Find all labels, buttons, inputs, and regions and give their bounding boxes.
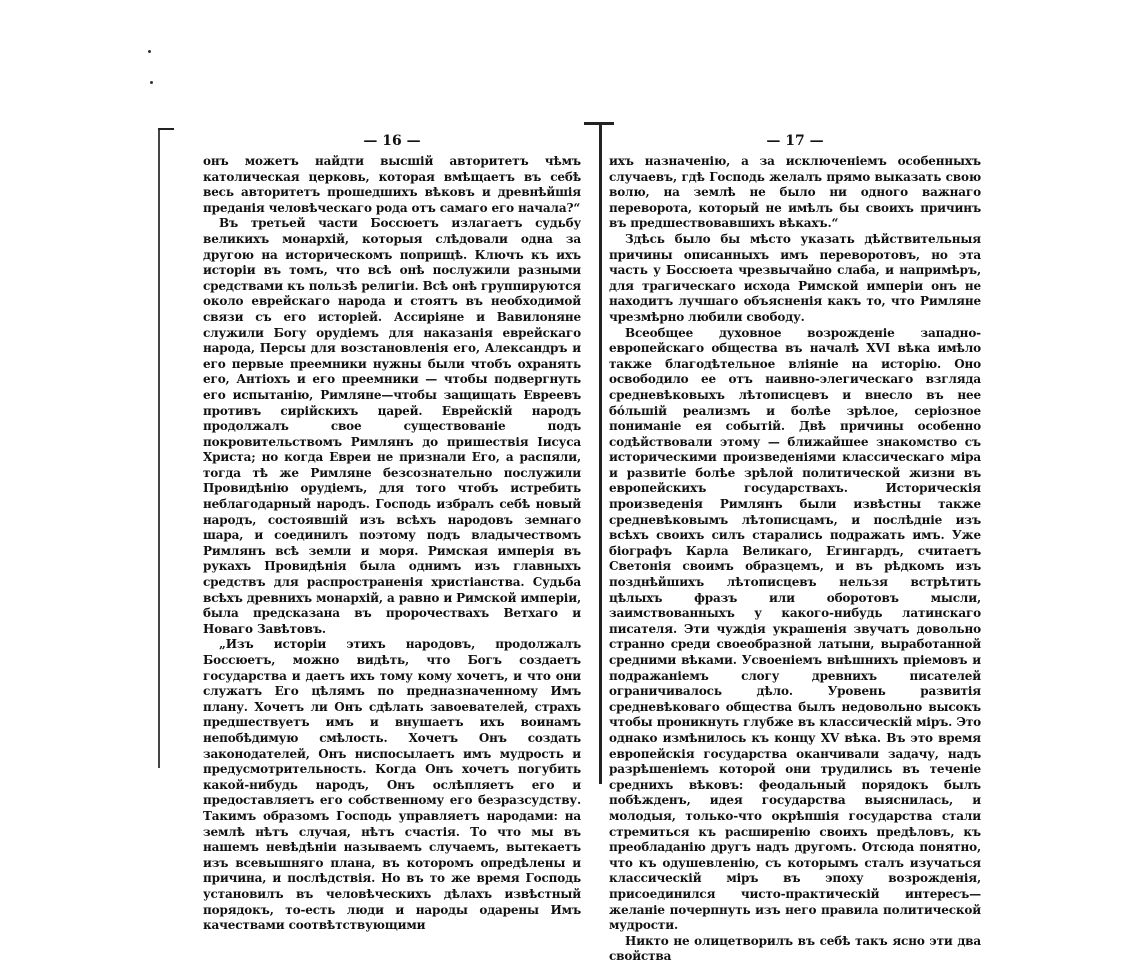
right-page-text xyxy=(609,154,981,965)
paragraph: Никто не олицетворилъ въ себѣ такъ ясно эти два свойства xyxy=(609,933,981,964)
gutter-top-bar xyxy=(584,122,614,125)
page-number-left: — 16 — xyxy=(363,133,421,149)
scan-speck xyxy=(150,81,153,84)
left-page-text xyxy=(203,154,581,934)
paragraph: ихъ назначенію, а за исключеніемъ особенныхъ случаевъ, гдѣ Господь желалъ прямо выказать свою волю, на землѣ не было ни одного важнаго переворота, который не имѣлъ бы своихъ причинъ въ предшествовавшихъ вѣкахъ.“ xyxy=(609,154,981,231)
gutter-line xyxy=(599,124,602,784)
page-number-right: — 17 — xyxy=(766,133,824,149)
left-page-edge-mark xyxy=(158,128,160,768)
scan-speck xyxy=(148,50,151,53)
left-page xyxy=(203,132,581,934)
paragraph: Здѣсь было бы мѣсто указать дѣйствительныя причины описанныхъ имъ переворотовъ, но эта часть у Боссюета чрезвычайно слаба, и напримѣръ, для трагическаго исхода Римской имперіи онъ не находитъ лучшаго объясненія какъ то, что Римляне чрезмѣрно любили свободу. xyxy=(609,231,981,324)
paragraph: онъ можетъ найдти высшій авторитетъ чѣмъ католическая церковь, которая вмѣщаетъ въ себѣ весь авторитетъ прошедшихъ вѣковъ и древнѣйшія преданія человѣческаго рода отъ самаго его начала?“ xyxy=(203,154,581,215)
paragraph: „Изъ исторіи этихъ народовъ, продолжалъ Боссюетъ, можно видѣть, что Богъ создаетъ государства и даетъ ихъ тому кому хочетъ, и что они служатъ Его цѣлямъ по предназначенному Имъ плану. Хочетъ ли Онъ сдѣлать завоевателей, страхъ предшествуетъ имъ и внушаетъ ихъ воинамъ непобѣдимую смѣлость. Хочетъ Онъ создать законодателей, Онъ ниспосылаетъ имъ мудрость и предусмотрительность. Когда Онъ хочетъ погубить какой-нибудь народъ, Онъ ослѣпляетъ его и предоставляетъ его собственному его безразсудству. Такимъ образомъ Господь управляетъ народами: на землѣ нѣтъ случая, нѣтъ счастія. То что мы въ нашемъ невѣдѣніи называемъ случаемъ, вытекаетъ изъ всевышняго плана, въ которомъ опредѣлены и причина, и послѣдствія. Но въ то же время Господь установилъ въ человѣческихъ дѣлахъ извѣстный порядокъ, то-есть люди и народы одарены Имъ качествами соотвѣтствующими xyxy=(203,637,581,933)
paragraph: Всеобщее духовное возрожденіе западно-европейскаго общества въ началѣ XVI вѣка имѣло также благодѣтельное вліяніе на исторію. Оно освободило ее отъ наивно-элегическаго взгляда средневѣковыхъ лѣтописцевъ и внесло въ нее бо́льшій реализмъ и болѣе зрѣлое, серіозное пониманіе ея событій. Двѣ причины особенно содѣйствовали этому — ближайшее знакомство съ историческими произведеніями классическаго міра и развитіе болѣе зрѣлой политической жизни въ европейскихъ государствахъ. Историческія произведенія Римлянъ были извѣстны также средневѣковымъ лѣтописцамъ, и послѣдніе изъ всѣхъ своихъ силъ старались подражать имъ. Уже біографъ Карла Великаго, Егингардъ, считаетъ Светонія своимъ образцемъ, и въ рѣдкомъ изъ позднѣйшихъ лѣтописцевъ нельзя встрѣтить цѣлыхъ фразъ или оборотовъ мысли, заимствованныхъ у какого-нибудь латинскаго писателя. Эти чуждія украшенія звучатъ довольно странно среди своеобразной латыни, выработанной средними вѣками. Усвоеніемъ внѣшнихъ пріемовъ и подражаніемъ слогу древнихъ писателей ограничивалось дѣло. Уровень развитія средневѣковаго общества былъ недовольно высокъ чтобы проникнуть глубже въ классическій міръ. Это однако измѣнилось къ концу XV вѣка. Въ это время европейскія государства оканчивали задачу, надъ разрѣшеніемъ которой они трудились въ теченіе среднихъ вѣковъ: феодальный порядокъ былъ побѣжденъ, идея государства выяснилась, и молодыя, только-что окрѣпшія государства стали стремиться къ расширенію своихъ предѣловъ, къ преобладанію другъ надъ другомъ. Отсюда понятно, что къ одушевленію, съ которымъ сталъ изучаться классическій міръ въ эпоху возрожденія, присоединился чисто-практическій интересъ—желаніе почерпнуть изъ него правила политической мудрости. xyxy=(609,325,981,933)
paragraph: Въ третьей части Боссюетъ излагаетъ судьбу великихъ монархій, которыя слѣдовали одна за другою на историческомъ поприщѣ. Ключъ къ ихъ исторіи въ томъ, что всѣ онѣ послужили разными средствами къ пользѣ религіи. Всѣ онѣ группируются около еврейскаго народа и стоятъ въ необходимой связи съ его исторіей. Ассиріяне и Вавилоняне служили Богу орудіемъ для наказанія еврейскаго народа, Персы для возстановленія его, Александръ и его первые преемники нужны были чтобъ охранять его, Антіохъ и его преемники — чтобы подвергнуть его испытанію, Римляне—чтобы защищать Евреевъ противъ сирійскихъ царей. Еврейскій народъ продолжалъ свое существованіе подъ покровительствомъ Римлянъ до пришествія Іисуса Христа; но когда Евреи не признали Его, а распяли, тогда тѣ же Римляне безсознательно послужили Провидѣнію орудіемъ, для того чтобъ истребить неблагодарный народъ. Господь избралъ себѣ новый народъ, состоявшій изъ всѣхъ народовъ земнаго шара, и соединилъ поэтому подъ владычествомъ Римлянъ всѣ земли и моря. Римская имперія въ рукахъ Провидѣнія была однимъ изъ главныхъ средствъ для распространенія христіанства. Судьба всѣхъ древнихъ монархій, а равно и Римской имперіи, была предсказана въ пророчествахъ Ветхаго и Новаго Завѣтовъ. xyxy=(203,216,581,636)
left-corner-tick xyxy=(158,128,174,130)
right-page xyxy=(609,132,981,965)
